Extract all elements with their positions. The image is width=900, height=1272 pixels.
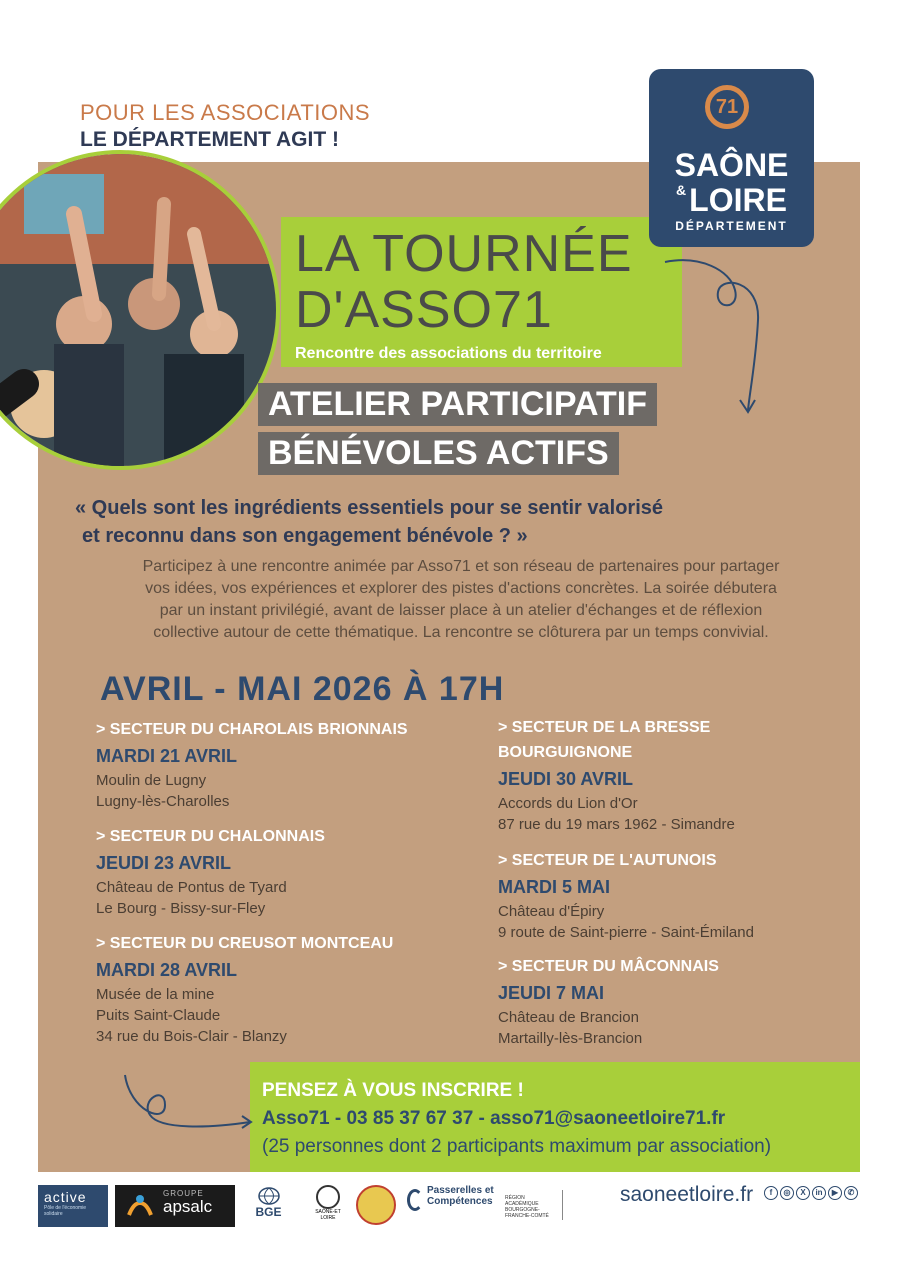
facebook-icon[interactable]: f (764, 1186, 778, 1200)
x-icon[interactable]: X (796, 1186, 810, 1200)
sector-place: Le Bourg - Bissy-sur-Fley (96, 900, 266, 917)
passerelles-logo (405, 1185, 497, 1227)
intro-line: Participez à une rencontre animée par Asso71 et son réseau de partenaires pour partager (142, 558, 780, 575)
saone-sport-logo (308, 1185, 348, 1227)
sector-day: JEUDI 23 AVRIL (96, 853, 232, 873)
question-line-1: « Quels sont les ingrédients essentiels pour se sentir valorisé (75, 497, 663, 519)
active-logo (38, 1185, 108, 1227)
apsalc-mark-icon (125, 1193, 155, 1219)
linkedin-icon[interactable]: in (812, 1186, 826, 1200)
registration-note: (25 personnes dont 2 participants maximum par association) (262, 1136, 772, 1157)
sector-name: > SECTEUR DU CHAROLAIS BRIONNAIS (96, 721, 408, 738)
intro-line: collective autour de cette thématique. La rencontre se clôturera par un temps convivial. (153, 624, 769, 641)
sector-name: > SECTEUR DE LA BRESSE (498, 719, 711, 736)
olympic-seal-icon (316, 1185, 340, 1209)
registration-contact[interactable]: Asso71 - 03 85 37 67 37 - asso71@saoneetloire71.fr (262, 1108, 726, 1129)
department-emblem-icon: 71 (705, 85, 749, 129)
logo-line-1: SAÔNE (674, 147, 789, 183)
sector-place: Martailly-lès-Brancion (498, 1030, 643, 1047)
sector-day: MARDI 28 AVRIL (96, 960, 238, 980)
header-title: LE DÉPARTEMENT AGIT ! (80, 128, 339, 151)
instagram-icon[interactable]: ◎ (780, 1186, 794, 1200)
sector-name: > SECTEUR DE L'AUTUNOIS (498, 852, 717, 869)
title-line-2: D'ASSO71 (295, 281, 553, 339)
event-date-heading: AVRIL - MAI 2026 À 17H (100, 670, 505, 708)
sector-place: 34 rue du Bois-Clair - Blanzy (96, 1028, 287, 1045)
passerelles-line-2: Compétences (427, 1196, 493, 1207)
passerelles-line-1: Passerelles et (427, 1185, 494, 1196)
active-logo-text: active (44, 1189, 87, 1205)
sector-day: MARDI 5 MAI (498, 877, 610, 897)
sector-place: 9 route de Saint-pierre - Saint-Émiland (498, 924, 754, 941)
bge-globe-icon (258, 1187, 280, 1205)
active-logo-sub: Pôle de l'économie solidaire (44, 1205, 87, 1217)
region-academique-logo: RÉGION ACADÉMIQUE BOURGOGNE-FRANCHE-COMTÉ (505, 1195, 549, 1219)
sector-place: Musée de la mine (96, 986, 215, 1003)
sector-place: Moulin de Lugny (96, 772, 207, 789)
sector-place: Château de Pontus de Tyard (96, 879, 287, 896)
intro-line: vos idées, vos expériences et explorer des pistes d'actions concrètes. La soirée débutera (145, 580, 777, 597)
logo-line-3: DÉPARTEMENT (675, 219, 788, 233)
sector-place: Puits Saint-Claude (96, 1007, 221, 1024)
apsalc-name: apsalc (163, 1197, 213, 1216)
whatsapp-icon[interactable]: ✆ (844, 1186, 858, 1200)
passerelles-mark-icon (407, 1189, 423, 1211)
question-line-2: et reconnu dans son engagement bénévole ? » (82, 525, 528, 547)
department-logo (649, 69, 814, 247)
sector-place: Lugny-lès-Charolles (96, 793, 230, 810)
logo-amp: & (676, 182, 687, 198)
logo-line-2 (649, 182, 814, 219)
bge-logo (241, 1185, 296, 1227)
lanf-logo-icon (356, 1185, 396, 1225)
sector-place: Château d'Épiry (498, 903, 605, 920)
logo-loire: LOIRE (689, 182, 787, 218)
title-line-1: LA TOURNÉE (295, 225, 633, 283)
apsalc-top: GROUPE (163, 1189, 204, 1198)
sector-day: JEUDI 7 MAI (498, 983, 605, 1003)
website-link[interactable]: saoneetloire.fr (620, 1183, 754, 1206)
curly-arrow-icon (660, 250, 770, 420)
sector-place: Accords du Lion d'Or (498, 795, 638, 812)
header-tagline: POUR LES ASSOCIATIONS (80, 100, 371, 125)
sector-name: > SECTEUR DU CREUSOT MONTCEAU (96, 935, 394, 952)
registration-heading: PENSEZ À VOUS INSCRIRE ! (262, 1080, 524, 1101)
title-subtitle: Rencontre des associations du territoire (295, 345, 602, 362)
sector-day: JEUDI 30 AVRIL (498, 769, 634, 789)
atelier-line-2: BÉNÉVOLES ACTIFS (258, 432, 619, 475)
intro-paragraph (66, 556, 856, 644)
sector-day: MARDI 21 AVRIL (96, 746, 238, 766)
swirl-arrow-icon (120, 1070, 260, 1140)
sector-place: Château de Brancion (498, 1009, 639, 1026)
bge-text: BGE (255, 1205, 282, 1219)
sector-name: > SECTEUR DU MÂCONNAIS (498, 958, 719, 975)
youtube-icon[interactable]: ▶ (828, 1186, 842, 1200)
sector-name: > SECTEUR DU CHALONNAIS (96, 828, 325, 845)
ministry-logo (562, 1190, 611, 1220)
apsalc-logo (115, 1185, 235, 1227)
saone-sport-text: SAÔNE-ET LOIRE (315, 1209, 341, 1221)
sector-place: 87 rue du 19 mars 1962 - Simandre (498, 816, 735, 833)
intro-line: par un instant privilégié, avant de laisser place à un atelier d'échanges et de réflexion (159, 602, 763, 619)
atelier-line-1: ATELIER PARTICIPATIF (258, 383, 657, 426)
sector-name-cont: BOURGUIGNONE (498, 744, 633, 761)
